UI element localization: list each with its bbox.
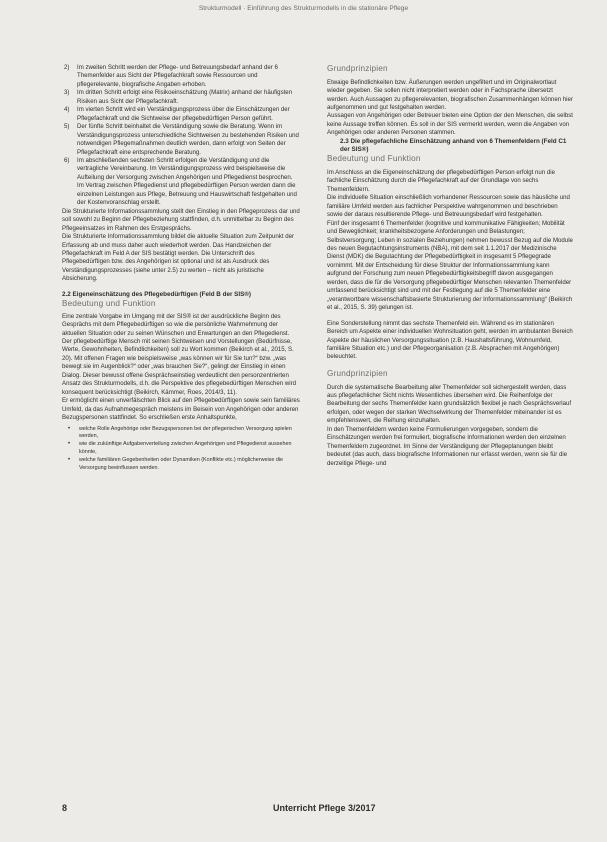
body-paragraph: Er ermöglicht einen unverfälschten Blick auf den Pflegebedürftigen sowie sein familiäres Umfeld, da das Aufnahmegespräch meistens im Beisein von Angehörigen oder anderen Bezugspersonen stattfindet. So erschließen erste Anhaltspunkte, <box>62 397 300 422</box>
step-text: Im dritten Schritt erfolgt eine Risikoeinschätzung (Matrix) anhand der häufigsten Risiken aus Sicht der Pflegefachkraft. <box>77 89 293 105</box>
page-footer <box>62 803 573 815</box>
sub-heading: Grundprinzipien <box>327 368 388 378</box>
page-number: 8 <box>62 803 68 813</box>
sub-heading: Bedeutung und Funktion <box>62 299 156 309</box>
body-paragraph: Im Anschluss an die Eigeneinschätzung der pflegebedürftigen Person erfolgt nun die fachliche Einschätzung durch die Pflegefachkraft auf der Grundlage von sechs Themenfeldern. <box>327 168 555 193</box>
list-item: • wie die zukünftige Aufgabenverteilung zwischen Angehörigen und Pflegedienst aussehen könnte, <box>68 441 292 455</box>
list-item: • welche familiären Gegebenheiten oder Dynamiken (Konflikte etc.) möglicherweise die Versorgung beeinflussen werden. <box>68 456 284 471</box>
list-item: • welche Rolle Angehörige oder Bezugspersonen bei der pflegerischen Versorgung spielen werden, <box>68 425 292 440</box>
step-list-item: 4) Im vierten Schritt wird ein Verständigungsprozess über die Einschätzungen der Pflegefachkraft und die Sichtweise der pflegebedürftigen Person geführt. <box>62 106 300 123</box>
running-header: Strukturmodell · Einführung des Strukturmodells in die stationäre Pflege <box>198 5 409 12</box>
bullet-list <box>62 426 300 473</box>
step-list-item: 2) Im zweiten Schritt werden der Pflege- und Betreuungsbedarf anhand der 6 Themenfelder aus Sicht der Pflegefachkraft sowie Ressourcen und pflegerelevante, biografische Angaben erhoben. <box>62 64 300 89</box>
journal-name: Unterricht Pflege 3/2017 <box>273 803 376 813</box>
body-paragraph: Durch die systematische Bearbeitung aller Themenfelder soll sichergestellt werden, dass aus pflegefachlicher Sicht nichts Wesentliches übersehen wird. Die Reihenfolge der Bearbeitung der sechs Themenfelder kann grundsätzlich flexibel je nach Gesprächsverlauf erfolgen, oder wegen der starken Wechselwirkung der Themenfelder miteinander ist es empfehlenswert, die Reihung einzuhalten. <box>327 383 572 425</box>
step-list-item: 5) Der fünfte Schritt beinhaltet die Verständigung sowie die Beratung. Wenn im Verständigungsprozess unterschiedliche Sichtweisen zu bestehenden Risiken und notwendigen Pflegemaßnahmen deutlich werden, dann erfolgt von Seiten der Pflegefachkraft eine entsprechende Beratung. <box>64 123 299 156</box>
body-paragraph: Fünf der insgesamt 6 Themenfelder (kognitive und kommunikative Fähigkeiten; Mobilität und Beweglichkeit; krankheitsbezogene Anforderungen und Belastungen; Selbstversorgung; Leben in sozialen Beziehungen) nehmen bewusst Bezug auf die Module des neuen Begutachtungsinstruments (NBA), mit dem seit 1.1.2017 der Medizinische Dienst (MDK) die Begutachtung der Pflegebedürftigkeit in insgesamt 5 Pflegegrade vornimmt. Mit der Entscheidung für diese Struktur der Informationssammlung kann aufgrund der Forschung zum neuen Pflegebedürftigkeitsbegriff davon ausgegangen werden, dass die für die Versorgung pflegebedürftiger Menschen relevanten Themenfelder umfassend berücksichtigt sind und mit der Festlegung auf die 5 Themenfelder eine „verantwortbare wissenschaftsbasierte Strukturierung der Informationssammlung“ (Beikirch et al., 2015, S. 39) gelungen ist. <box>327 219 573 312</box>
body-paragraph: Eine zentrale Vorgabe im Umgang mit der SIS® ist der ausdrückliche Beginn des Gesprächs mit dem Pflegebedürftigen so wie die persönliche Wahrnehmung der aktuellen Situation oder zu seinen Wünschen und Erwartungen an den Pflegedienst. Der pflegebedürftige Mensch mit seinen Sichtweisen und Vorstellungen (Bedürfnisse, Werte, Gewohnheiten, Befindlichkeiten) soll zu Wort kommen (Beikirch et al., 2015, S. 20). Mit offenen Fragen wie beispielsweise „was können wir für Sie tun?“ bzw. „was bewegt sie im Augenblick?“ oder „was brauchen Sie?“, gelingt der Einstieg in einen Dialog. Dieser bewusst offene Gesprächseinstieg verdeutlicht den personzentrierten Ansatz des Strukturmodells, d.h. die Perspektive des pflegebedürftigen Menschen wird konsequent berücksichtigt (Beikirch, Kämmer, Roes, 2014/3, 11). <box>62 312 297 396</box>
body-paragraph: Etwaige Befindlichkeiten bzw. Äußerungen werden ungefiltert und im Originalwortlaut wieder gegeben. Sie sollen nicht interpretiert werden oder in Fachsprache übersetzt werden. Auch Aussagen zu pflegerelevanten, biografischen Zusammenhängen können hier aufgenommen und gut festgehalten werden. <box>327 78 573 111</box>
sub-heading: Grundprinzipien <box>327 64 388 73</box>
section-heading: 2.3 Die pflegefachliche Einschätzung anhand von 6 Themenfeldern (Feld C1 der SIS®) <box>340 137 567 154</box>
section-heading: 2.2 Eigeneinschätzung des Pflegebedürftigen (Feld B der SIS®) <box>62 290 252 298</box>
step-text: Im vierten Schritt wird ein Verständigungsprozess über die Einschätzungen der Pflegefachkraft und die Sichtweise der pflegebedürftigen Person geführt. <box>77 106 290 122</box>
step-text: Im zweiten Schritt werden der Pflege- und Betreuungsbedarf anhand der 6 Themenfelder aus Sicht der Pflegefachkraft sowie Ressourcen und pflegerelevante, biografische Angaben erhoben. <box>77 64 278 88</box>
step-text: Der fünfte Schritt beinhaltet die Verständigung sowie die Beratung. Wenn im Verständigungsprozess unterschiedliche Sichtweisen zu bestehenden Risiken und notwendigen Pflegemaßnahmen deutlich werden, dann erfolgt von Seiten der Pflegefachkraft eine entsprechende Beratung. <box>77 123 299 156</box>
body-paragraph: Die individuelle Situation einschließlich vorhandener Ressourcen sowie das häusliche und familiäre Umfeld werden aus fachlicher Perspektive wahrgenommen und beschrieben sowie der daraus resultierende Pflege- und Betreuungsbedarf wird festgehalten. <box>327 194 570 219</box>
body-paragraph: In den Themenfeldern werden keine Formulierungen vorgegeben, sondern die Einschätzungen werden frei formuliert, biografische Informationen werden den einzelnen Themenfeldern zugeordnet. Im Sinne der Verständigung der Pflegeplanungen bleibt bedeutet (das auch, dass biografische Informationen nur erfasst werden, wenn sie für die derzeitige Pflege- und <box>327 425 568 467</box>
sub-heading: Bedeutung und Funktion <box>327 154 421 164</box>
body-paragraph: Eine Sonderstellung nimmt das sechste Themenfeld ein. Während es im stationären Bereich um Aspekte einer individuellen Wohnsituation geht, werden im ambulanten Bereich Aspekte der häuslichen Versorgungssituation (z.B. Haushaltsführung, Wohnumfeld, familiäre Situation etc.) und der Pflegeorganisation (z.B. Absprachen mit Angehörigen) beleuchtet. <box>327 319 573 361</box>
body-paragraph: Die Strukturierte Informationssammlung stellt den Einstieg in den Pflegeprozess dar und soll sowohl zu Beginn der Pflegebeziehung stattfinden, d.h. unmittelbar zu Beginn des Pflegeeinsatzes im Rahmen des Erstgesprächs. <box>62 207 300 232</box>
body-paragraph: Aussagen von Angehörigen oder Betreuer bieten eine Option der den Menschen, die selbst keine Aussage treffen können. Es soll in der SIS vermerkt werden, wenn die Angaben von Angehörigen oder anderen Personen stammen. <box>327 112 573 137</box>
body-paragraph: Die Strukturierte Informationssammlung bildet die aktuelle Situation zum Zeitpunkt der Erfassung ab und muss daher auch wiederholt werden. Das Handzeichen der Pflegefachkraft im Feld A der SIS bestätigt werden. Die Unterschrift des Pflegebedürftigen bzw. des Angehörigen ist optional und ist als Ausdruck des Verständigungsprozesses (siehe unter 2.5) zu werten – nicht als juristische Absicherung. <box>62 233 295 283</box>
step-list-item: 3) Im dritten Schritt erfolgt eine Risikoeinschätzung (Matrix) anhand der häufigsten Risiken aus Sicht der Pflegefachkraft. <box>62 89 300 106</box>
right-column <box>327 64 573 468</box>
left-column <box>62 64 300 472</box>
step-list-item: 6) Im abschließenden sechsten Schritt erfolgen die Verständigung und die vertragliche Vereinbarung. Im Verständigungsprozess wird beispielsweise die Aufteilung der Versorgung zwischen Angehörigen und Pflegedienst besprochen. Im Vertrag zwischen Pflegedienst und pflegebedürftigen Person werden dann die einzelnen Leistungen aus Pflege, Betreuung und Hauswirtschaft festgehalten und der Kostenvoranschlag erstellt. <box>62 157 300 208</box>
step-text: Im abschließenden sechsten Schritt erfolgen die Verständigung und die vertragliche Vereinbarung. Im Verständigungsprozess wird beispielsweise die Aufteilung der Versorgung zwischen Angehörigen und Pflegedienst besprochen. Im Vertrag zwischen Pflegedienst und pflegebedürftigen Person werden dann die einzelnen Leistungen aus Pflege, Betreuung und Hauswirtschaft festgehalten und der Kostenvoranschlag erstellt. <box>77 156 297 207</box>
